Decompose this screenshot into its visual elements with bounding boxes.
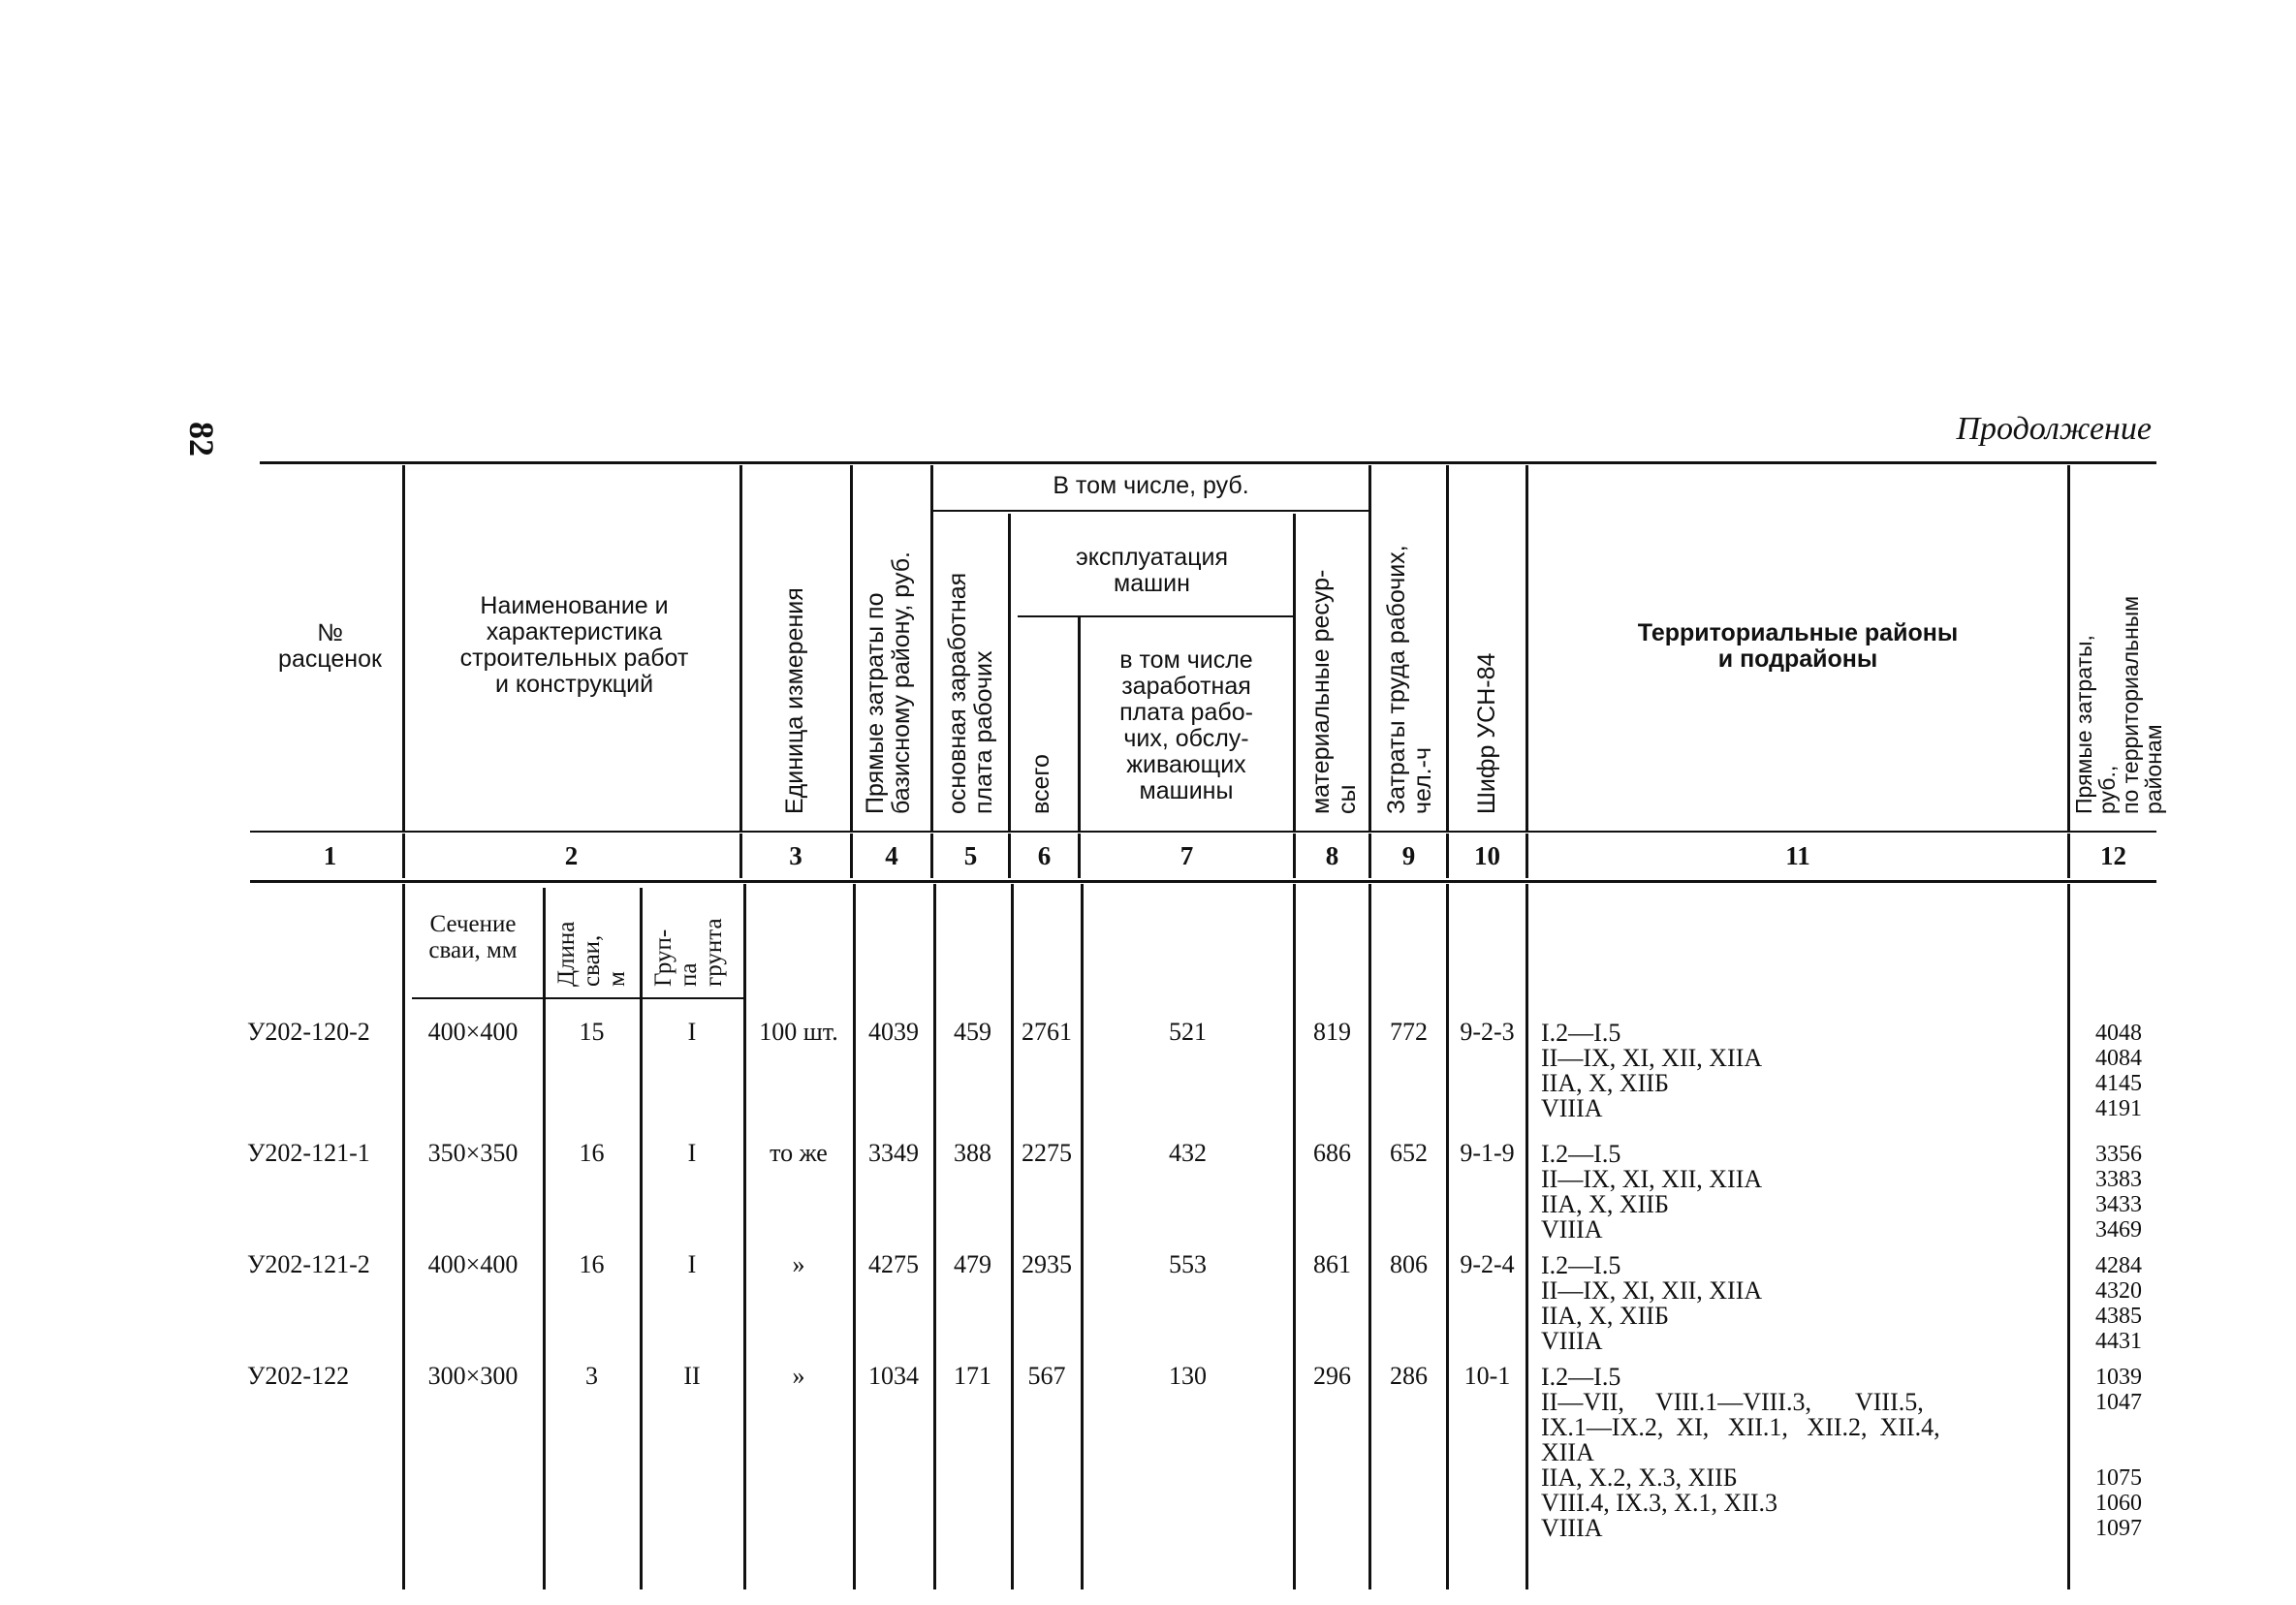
header-rate-number: № расценок — [278, 619, 382, 673]
table-row-region: IIA, X.2, X.3, XIIБ — [1541, 1463, 1738, 1492]
table-row-regional-cost: 3356 — [2095, 1142, 2142, 1167]
table-row-labor: 772 — [1390, 1018, 1428, 1046]
table-row-rate-code: У202-120-2 — [247, 1018, 370, 1046]
header-materials: материальные ресур- сы — [1307, 569, 1361, 814]
header-base-wage: основная заработная плата рабочих — [944, 572, 997, 814]
subheader-rule-incl — [932, 510, 1368, 512]
table-row-region: VIII.4, IX.3, X.1, XII.3 — [1541, 1489, 1778, 1517]
body-divider — [1446, 884, 1449, 1589]
table-row-region: VIIIA — [1541, 1215, 1603, 1243]
table-row-machines-total: 2761 — [1022, 1018, 1072, 1046]
table-row-direct-cost: 1034 — [868, 1362, 919, 1390]
table-row-cipher: 10-1 — [1463, 1362, 1511, 1390]
col-divider-5 — [1008, 514, 1011, 832]
table-row-rate-code: У202-121-1 — [247, 1139, 370, 1167]
table-row-region: IIA, X, XIIБ — [1541, 1302, 1669, 1330]
column-number: 12 — [2100, 841, 2126, 870]
header-cipher: Шифр УСН-84 — [1473, 652, 1500, 814]
subheader-pile-length: Длина сваи, м — [553, 921, 630, 987]
table-row-regional-cost: 1060 — [2095, 1491, 2142, 1516]
table-row-machines-total: 2275 — [1022, 1139, 1072, 1167]
header-including: В том числе, руб. — [1053, 472, 1249, 499]
table-row-regional-cost: 4048 — [2095, 1021, 2142, 1046]
table-row-soil-group: II — [683, 1362, 701, 1390]
subheader-pile-section: Сечение сваи, мм — [428, 911, 518, 963]
subcol-rule — [412, 997, 746, 999]
table-row-regional-cost: 4145 — [2095, 1071, 2142, 1096]
table-row-length: 15 — [579, 1018, 605, 1046]
col-divider-1 — [402, 465, 405, 832]
header-work-name: Наименование и характеристика строительных работ и конструкций — [459, 592, 689, 698]
subheader-soil-group: Груп- па грунта — [650, 918, 727, 987]
table-row-section: 400×400 — [427, 1018, 519, 1046]
table-row-region: I.2—I.5 — [1541, 1251, 1621, 1279]
column-number: 5 — [963, 841, 978, 870]
table-row-region: II—VII, VIII.1—VIII.3, VIII.5, — [1541, 1388, 1924, 1416]
col-divider-8 — [1368, 465, 1371, 832]
page-number: 82 — [182, 422, 221, 456]
table-row-soil-group: I — [687, 1018, 697, 1046]
table-row-base-wage: 459 — [954, 1018, 991, 1046]
table-row-rate-code: У202-121-2 — [247, 1250, 370, 1278]
continuation-label: Продолжение — [1956, 411, 2152, 447]
table-row-region: II—IX, XI, XII, XIIA — [1541, 1165, 1763, 1193]
table-row-regional-cost: 4284 — [2095, 1253, 2142, 1278]
table-row-unit: » — [792, 1250, 805, 1278]
table-row-regional-cost: 3383 — [2095, 1167, 2142, 1192]
table-row-length: 16 — [579, 1250, 605, 1278]
table-row-cipher: 9-1-9 — [1460, 1139, 1515, 1167]
table-row-region: VIIIA — [1541, 1327, 1603, 1355]
col-divider-2 — [739, 465, 742, 832]
table-row-unit: то же — [770, 1139, 828, 1167]
body-divider — [402, 884, 405, 1589]
table-row-soil-group: I — [687, 1250, 697, 1278]
table-row-materials: 296 — [1313, 1362, 1351, 1390]
header-machine-wage: в том числе заработная плата рабо- чих, обслу- живающих машины — [1119, 646, 1253, 804]
table-row-regional-cost: 1075 — [2095, 1465, 2142, 1491]
table-row-machine-wage: 130 — [1169, 1362, 1207, 1390]
table-row-cipher: 9-2-4 — [1460, 1250, 1515, 1278]
header-machine-operation: эксплуатация машин — [1075, 544, 1229, 597]
table-row-materials: 686 — [1313, 1139, 1351, 1167]
body-divider — [640, 888, 643, 1589]
table-row-machine-wage: 553 — [1169, 1250, 1207, 1278]
body-divider — [1293, 884, 1296, 1589]
table-row-regional-cost: 4191 — [2095, 1096, 2142, 1121]
table-row-machines-total: 567 — [1027, 1362, 1066, 1390]
column-number: 8 — [1325, 841, 1339, 870]
table-top-rule — [260, 461, 2156, 464]
column-number: 4 — [885, 841, 898, 870]
column-number: 9 — [1401, 841, 1416, 870]
body-divider — [1368, 884, 1371, 1589]
table-row-direct-cost: 4039 — [868, 1018, 919, 1046]
column-number: 1 — [323, 841, 337, 870]
table-row-labor: 806 — [1390, 1250, 1428, 1278]
table-row-region: IX.1—IX.2, XI, XII.1, XII.2, XII.4, — [1541, 1413, 1940, 1441]
column-number: 11 — [1785, 841, 1810, 870]
table-row-regional-cost: 1039 — [2095, 1365, 2142, 1390]
table-row-length: 3 — [585, 1362, 598, 1390]
table-row-region: I.2—I.5 — [1541, 1363, 1621, 1391]
table-row-base-wage: 479 — [954, 1250, 991, 1278]
header-labor: Затраты труда рабочих, чел.-ч — [1383, 545, 1436, 814]
subheader-rule-machines — [1018, 615, 1294, 617]
table-row-materials: 861 — [1313, 1250, 1351, 1278]
table-row-machine-wage: 521 — [1169, 1018, 1207, 1046]
header-machines-total: всего — [1027, 754, 1054, 814]
table-row-labor: 652 — [1390, 1139, 1428, 1167]
table-row-soil-group: I — [687, 1139, 697, 1167]
colnum-bottom-rule — [250, 880, 2156, 883]
table-row-regional-cost: 4385 — [2095, 1304, 2142, 1329]
table-row-length: 16 — [579, 1139, 605, 1167]
table-row-labor: 286 — [1390, 1362, 1428, 1390]
table-row-regional-cost: 4431 — [2095, 1329, 2142, 1354]
table-row-region: II—IX, XI, XII, XIIA — [1541, 1044, 1763, 1072]
table-row-section: 400×400 — [427, 1250, 519, 1278]
header-direct-cost: Прямые затраты по базисному району, руб. — [862, 551, 915, 814]
column-number: 10 — [1474, 841, 1500, 870]
col-divider-3 — [850, 465, 853, 832]
table-row-regional-cost: 4084 — [2095, 1046, 2142, 1071]
table-row-regional-cost: 4320 — [2095, 1278, 2142, 1304]
body-divider — [1011, 884, 1014, 1589]
col-divider-11 — [2067, 465, 2070, 832]
table-row-machine-wage: 432 — [1169, 1139, 1207, 1167]
header-regional-direct-cost: Прямые затраты, руб., по территориальным районам — [2071, 595, 2166, 814]
table-row-section: 350×350 — [427, 1139, 519, 1167]
table-row-rate-code: У202-122 — [247, 1362, 350, 1390]
column-number: 6 — [1037, 841, 1052, 870]
body-divider — [933, 884, 936, 1589]
body-divider — [1525, 884, 1528, 1589]
column-number: 7 — [1179, 841, 1194, 870]
column-number: 3 — [789, 841, 802, 870]
table-row-region: I.2—I.5 — [1541, 1019, 1621, 1047]
col-divider-4 — [930, 465, 933, 832]
table-row-unit: » — [792, 1362, 805, 1390]
table-row-regional-cost: 1047 — [2095, 1390, 2142, 1415]
body-divider — [853, 884, 856, 1589]
table-row-cipher: 9-2-3 — [1460, 1018, 1515, 1046]
table-row-machines-total: 2935 — [1022, 1250, 1072, 1278]
header-territorial-regions: Территориальные районы и подрайоны — [1637, 619, 1959, 673]
table-row-materials: 819 — [1313, 1018, 1351, 1046]
body-divider — [743, 884, 746, 1589]
table-row-regional-cost: 1097 — [2095, 1516, 2142, 1541]
col-divider-7 — [1293, 514, 1296, 832]
table-row-unit: 100 шт. — [759, 1018, 838, 1046]
table-row-section: 300×300 — [427, 1362, 519, 1390]
col-divider-9 — [1446, 465, 1449, 832]
table-row-direct-cost: 3349 — [868, 1139, 919, 1167]
table-row-region: I.2—I.5 — [1541, 1140, 1621, 1168]
column-number: 2 — [564, 841, 579, 870]
table-row-regional-cost: 3469 — [2095, 1217, 2142, 1243]
body-divider — [1081, 884, 1084, 1589]
table-row-region: II—IX, XI, XII, XIIA — [1541, 1276, 1763, 1305]
table-row-base-wage: 388 — [954, 1139, 991, 1167]
table-row-region: IIA, X, XIIБ — [1541, 1069, 1669, 1097]
table-row-region: VIIIA — [1541, 1514, 1603, 1542]
table-row-region: IIA, X, XIIБ — [1541, 1190, 1669, 1218]
col-divider-6 — [1078, 617, 1081, 832]
table-row-region: VIIIA — [1541, 1094, 1603, 1122]
table-row-base-wage: 171 — [954, 1362, 991, 1390]
table-row-region: XIIA — [1541, 1438, 1594, 1466]
header-unit: Единица измерения — [781, 587, 808, 814]
col-divider-10 — [1525, 465, 1528, 832]
table-row-direct-cost: 4275 — [868, 1250, 919, 1278]
body-divider — [2067, 884, 2070, 1589]
header-bottom-rule — [250, 831, 2156, 833]
table-row-regional-cost: 3433 — [2095, 1192, 2142, 1217]
body-divider — [543, 888, 546, 1589]
